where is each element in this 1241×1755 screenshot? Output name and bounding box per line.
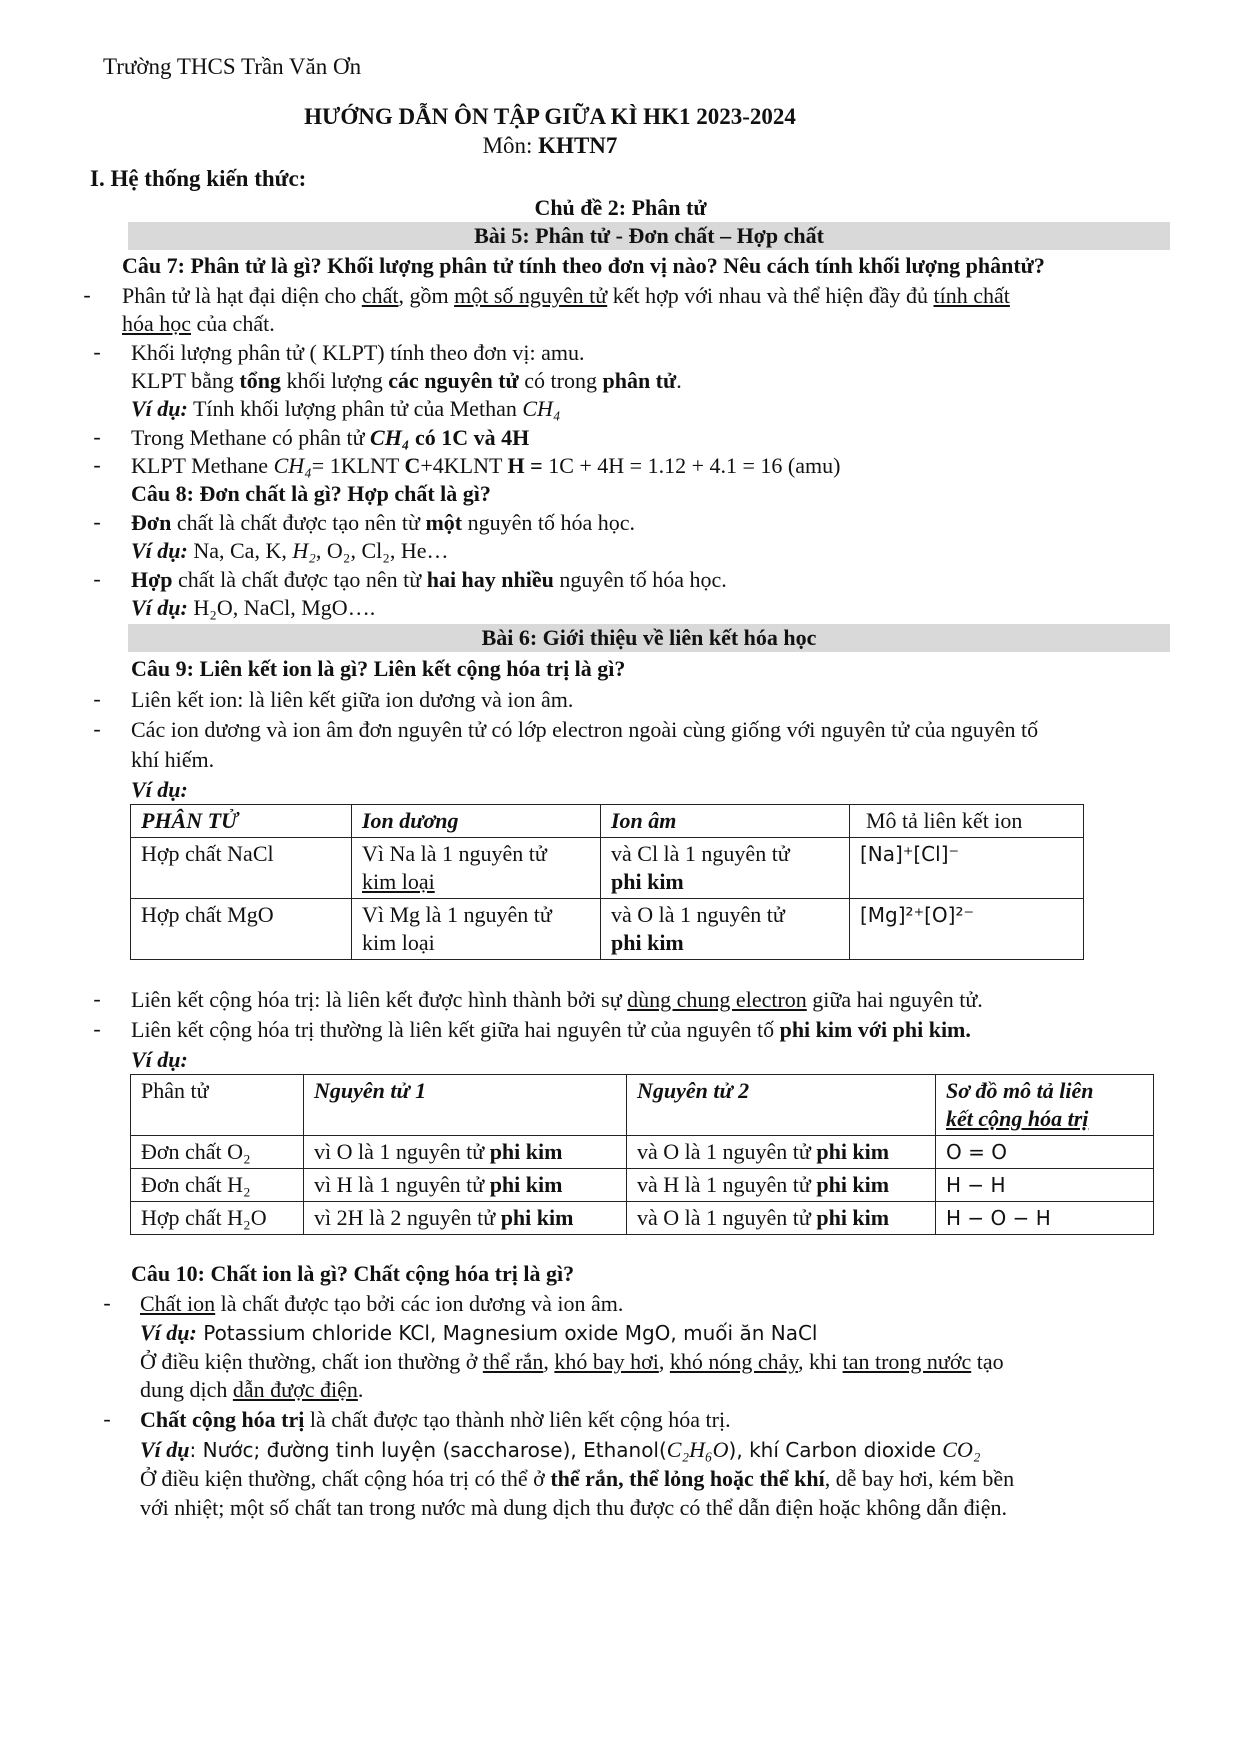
table-cell: [Na]⁺[Cl]⁻ xyxy=(850,838,1084,899)
q9-line3: khí hiếm. xyxy=(131,747,215,772)
table-row xyxy=(131,1075,1154,1136)
table-row xyxy=(131,1136,1154,1169)
bullet-dash: - xyxy=(103,1290,111,1315)
q9-line2: Các ion dương và ion âm đơn nguyên tử có lớp electron ngoài cùng giống với nguyên tử của nguyên tố xyxy=(131,717,1039,742)
bullet-dash: - xyxy=(93,509,101,534)
table-row xyxy=(131,899,1084,960)
section-heading: I. Hệ thống kiến thức: xyxy=(90,166,307,191)
table-header: Phân tử xyxy=(131,1075,304,1136)
table-cell: và O là 1 nguyên tử phi kim xyxy=(627,1136,936,1169)
q7-line1: Phân tử là hạt đại diện cho chất, gồm một số nguyên tử kết hợp với nhau và thể hiện đầy đủ tính chất xyxy=(122,283,1010,308)
q8-line1: Đơn chất là chất được tạo nên từ một nguyên tố hóa học. xyxy=(131,510,636,535)
bullet-dash: - xyxy=(93,452,101,477)
table-cell: và O là 1 nguyên tử phi kim xyxy=(627,1202,936,1235)
table-cell: Hợp chất MgO xyxy=(131,899,352,960)
q9-line1: Liên kết ion: là liên kết giữa ion dương và ion âm. xyxy=(131,687,574,712)
table-cell: và H là 1 nguyên tử phi kim xyxy=(627,1169,936,1202)
covalent-bond-table xyxy=(130,1074,1154,1235)
q10-line8: với nhiệt; một số chất tan trong nước mà dung dịch thu được có thể dẫn điện hoặc không dẫn điện. xyxy=(140,1495,1008,1520)
bullet-dash: - xyxy=(83,282,91,307)
q10-line2: Ví dụ: Potassium chloride KCl, Magnesium oxide MgO, muối ăn NaCl xyxy=(140,1320,818,1345)
q9-example-label-2: Ví dụ: xyxy=(131,1047,188,1072)
q10-line4: dung dịch dẫn được điện. xyxy=(140,1377,364,1402)
q10-line6: Ví dụ: Nước; đường tinh luyện (saccharose), Ethanol(C₂H₆O), khí Carbon dioxide CO₂ xyxy=(140,1437,981,1462)
table-cell: Đơn chất O₂ xyxy=(131,1136,304,1169)
table-cell: vì H là 1 nguyên tử phi kim xyxy=(304,1169,627,1202)
table-cell: O = O xyxy=(936,1136,1154,1169)
table-header: Nguyên tử 1 xyxy=(304,1075,627,1136)
table-row xyxy=(131,838,1084,899)
table-header: Sơ đồ mô tả liên kết cộng hóa trị xyxy=(936,1075,1154,1136)
bullet-dash: - xyxy=(93,716,101,741)
q10-line7: Ở điều kiện thường, chất cộng hóa trị có thể ở thể rắn, thể lỏng hoặc thể khí, dễ bay hơi, kém bền xyxy=(140,1466,1015,1491)
bullet-dash: - xyxy=(93,1016,101,1041)
bullet-dash: - xyxy=(93,986,101,1011)
q8-title: Câu 8: Đơn chất là gì? Hợp chất là gì? xyxy=(131,481,491,506)
lesson5-heading: Bài 5: Phân tử - Đơn chất – Hợp chất xyxy=(474,223,824,248)
table-cell: H − O − H xyxy=(936,1202,1154,1235)
table-header: Ion dương xyxy=(352,805,601,838)
q10-title: Câu 10: Chất ion là gì? Chất cộng hóa trị là gì? xyxy=(131,1261,575,1286)
table-header: PHÂN TỬ xyxy=(131,805,352,838)
table-row xyxy=(131,1202,1154,1235)
q7-line3: Khối lượng phân tử ( KLPT) tính theo đơn vị: amu. xyxy=(131,340,585,365)
q9-example-label: Ví dụ: xyxy=(131,777,188,802)
bullet-dash: - xyxy=(93,686,101,711)
q7-line5: Ví dụ: Tính khối lượng phân tử của Methan CH₄ xyxy=(131,396,561,421)
table-header: Mô tả liên kết ion xyxy=(850,805,1084,838)
q10-line5: Chất cộng hóa trị là chất được tạo thành nhờ liên kết cộng hóa trị. xyxy=(140,1407,731,1432)
bullet-dash: - xyxy=(93,339,101,364)
table-row xyxy=(131,805,1084,838)
table-header: Ion âm xyxy=(601,805,850,838)
table-header: Nguyên tử 2 xyxy=(627,1075,936,1136)
table-cell: và O là 1 nguyên tử phi kim xyxy=(601,899,850,960)
bullet-dash: - xyxy=(103,1406,111,1431)
bullet-dash: - xyxy=(93,566,101,591)
q7-title: Câu 7: Phân tử là gì? Khối lượng phân tử tính theo đơn vị nào? Nêu cách tính khối lượng phântử? xyxy=(122,253,1045,278)
q8-line3: Hợp chất là chất được tạo nên từ hai hay nhiều nguyên tố hóa học. xyxy=(131,567,727,592)
q10-line3: Ở điều kiện thường, chất ion thường ở thể rắn, khó bay hơi, khó nóng chảy, khi tan trong nước tạo xyxy=(140,1349,1004,1374)
table-cell: [Mg]²⁺[O]²⁻ xyxy=(850,899,1084,960)
q8-line4: Ví dụ: H₂O, NaCl, MgO…. xyxy=(131,595,376,620)
table-cell: và Cl là 1 nguyên tử phi kim xyxy=(601,838,850,899)
table-cell: Hợp chất NaCl xyxy=(131,838,352,899)
table-cell: vì 2H là 2 nguyên tử phi kim xyxy=(304,1202,627,1235)
table-cell: H − H xyxy=(936,1169,1154,1202)
q7-line2: hóa học của chất. xyxy=(122,311,275,336)
q7-line7: KLPT Methane CH₄= 1KLNT C+4KLNT H = 1C + 4H = 1.12 + 4.1 = 16 (amu) xyxy=(131,453,841,478)
table-cell: Vì Na là 1 nguyên tử kim loại xyxy=(352,838,601,899)
q10-line1: Chất ion là chất được tạo bởi các ion dương và ion âm. xyxy=(140,1291,624,1316)
topic-heading: Chủ đề 2: Phân tử xyxy=(534,195,707,220)
q7-line4: KLPT bằng tổng khối lượng các nguyên tử có trong phân tử. xyxy=(131,368,682,393)
school-name: Trường THCS Trần Văn Ơn xyxy=(103,54,362,79)
bullet-dash: - xyxy=(93,424,101,449)
table-row xyxy=(131,1169,1154,1202)
table-cell: Vì Mg là 1 nguyên tử kim loại xyxy=(352,899,601,960)
q9-line5: Liên kết cộng hóa trị thường là liên kết giữa hai nguyên tử của nguyên tố phi kim với phi kim. xyxy=(131,1017,971,1042)
document-title: HƯỚNG DẪN ÔN TẬP GIỮA KÌ HK1 2023-2024 xyxy=(304,104,796,129)
table-cell: vì O là 1 nguyên tử phi kim xyxy=(304,1136,627,1169)
ionic-bond-table xyxy=(130,804,1084,960)
table-cell: Hợp chất H₂O xyxy=(131,1202,304,1235)
lesson6-heading: Bài 6: Giới thiệu về liên kết hóa học xyxy=(481,625,817,650)
q9-title: Câu 9: Liên kết ion là gì? Liên kết cộng hóa trị là gì? xyxy=(131,656,626,681)
subject-line: Môn: KHTN7 xyxy=(482,133,618,158)
table-cell: Đơn chất H₂ xyxy=(131,1169,304,1202)
q8-line2: Ví dụ: Na, Ca, K, H₂, O₂, Cl₂, He… xyxy=(131,538,449,563)
q9-line4: Liên kết cộng hóa trị: là liên kết được hình thành bởi sự dùng chung electron giữa hai nguyên tử. xyxy=(131,987,983,1012)
q7-line6: Trong Methane có phân tử CH₄ có 1C và 4H xyxy=(131,425,530,450)
